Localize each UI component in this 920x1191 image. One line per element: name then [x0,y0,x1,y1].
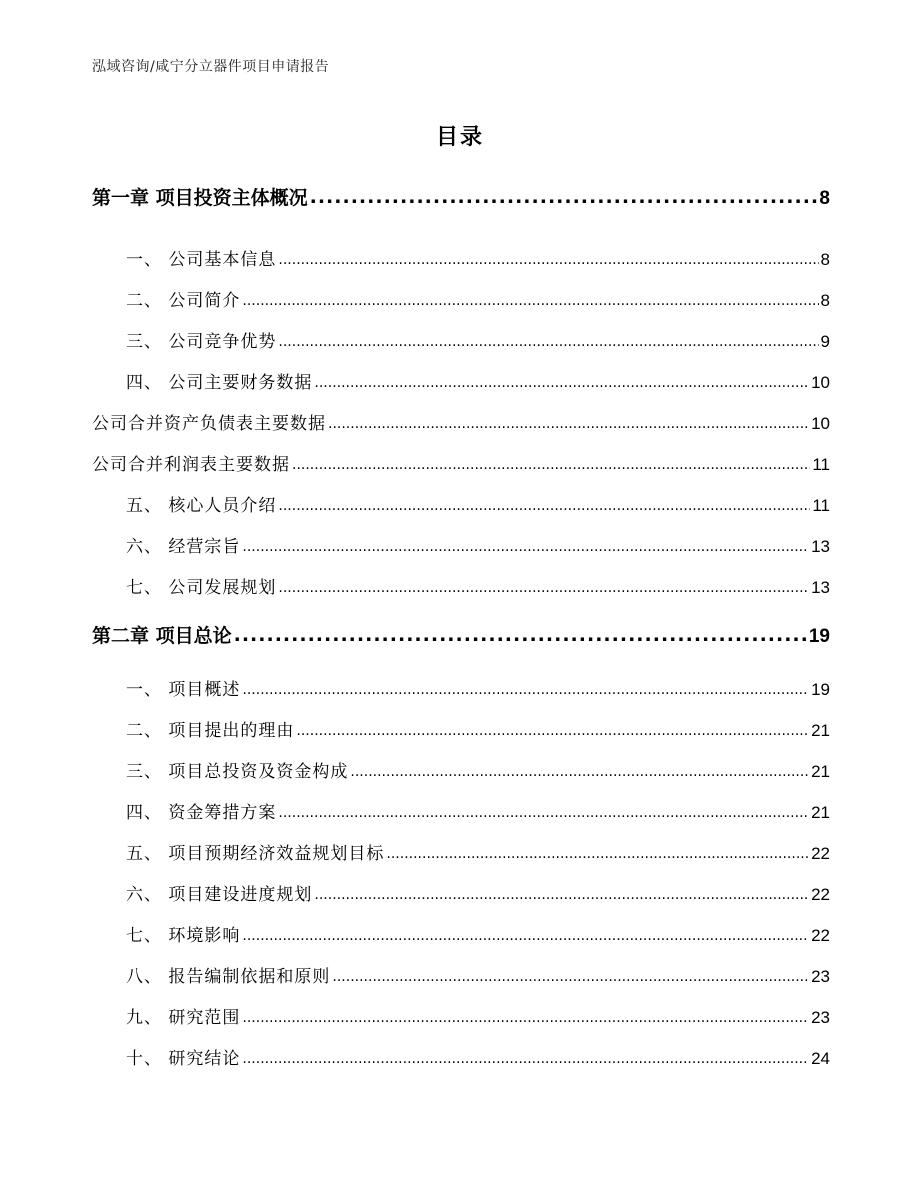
toc-section-entry[interactable] [92,1044,830,1070]
toc-entry-page: 8 [820,250,830,269]
toc-entry-page: 24 [811,1049,830,1068]
toc-dot-leader [242,1048,809,1068]
toc-dot-leader [242,290,818,310]
toc-entry-label: 八、 报告编制依据和原则 [126,967,331,987]
toc-entry-label: 三、 公司竞争优势 [126,332,277,352]
toc-entry-page: 11 [812,496,830,515]
toc-entry-label: 九、 研究范围 [126,1008,241,1028]
toc-dot-leader [278,331,818,351]
toc-entry-page: 21 [811,721,830,740]
toc-entry-page: 9 [820,332,830,351]
toc-dot-leader [328,413,809,433]
toc-entry-label: 二、 公司简介 [126,291,241,311]
toc-dot-leader [234,624,807,646]
toc-entry-label: 六、 项目建设进度规划 [126,885,313,905]
toc-entry-page: 8 [820,291,830,310]
toc-entry-label: 五、 项目预期经济效益规划目标 [126,844,385,864]
toc-section-entry[interactable] [92,409,830,435]
toc-dot-leader [310,186,818,208]
toc-entry-page: 19 [808,626,830,647]
toc-dot-leader [242,536,809,556]
toc-dot-leader [278,249,818,269]
header-rule [92,80,828,81]
toc-dot-leader [314,884,809,904]
toc-entry-label: 一、 项目概述 [126,680,241,700]
toc-section-entry[interactable] [92,573,830,599]
toc-section-entry[interactable] [92,491,830,517]
toc-dot-leader [278,495,810,515]
toc-entry-page: 23 [811,1008,830,1027]
running-header: 泓域咨询/咸宁分立器件项目申请报告 [92,59,330,75]
toc-entry-page: 22 [811,844,830,863]
toc-entry-page: 21 [811,762,830,781]
toc-entry-page: 19 [811,680,830,699]
toc-entry-label: 四、 资金筹措方案 [126,803,277,823]
toc-section-entry[interactable] [92,839,830,865]
toc-entry-label: 七、 公司发展规划 [126,578,277,598]
toc-section-entry[interactable] [92,286,830,312]
toc-section-entry[interactable] [92,1003,830,1029]
toc-entry-label: 五、 核心人员介绍 [126,496,277,516]
toc-entry-label: 一、 公司基本信息 [126,250,277,270]
toc-entry-page: 8 [819,188,830,209]
toc-entry-label: 四、 公司主要财务数据 [126,373,313,393]
toc-dot-leader [296,720,809,740]
toc-section-entry[interactable] [92,532,830,558]
toc-entry-label: 七、 环境影响 [126,926,241,946]
toc-section-entry[interactable] [92,327,830,353]
toc-section-entry[interactable] [92,675,830,701]
toc-dot-leader [278,577,809,597]
toc-section-entry[interactable] [92,245,830,271]
toc-dot-leader [332,966,809,986]
toc-entry-page: 22 [811,885,830,904]
toc-dot-leader [386,843,809,863]
toc-dot-leader [314,372,809,392]
toc-dot-leader [350,761,809,781]
toc-entry-page: 13 [811,578,830,597]
toc-entry-label: 二、 项目提出的理由 [126,721,295,741]
toc-dot-leader [242,679,809,699]
toc-entry-label: 公司合并资产负债表主要数据 [92,414,326,434]
toc-entry-page: 11 [812,455,830,474]
toc-entry-page: 22 [811,926,830,945]
toc-section-entry[interactable] [92,368,830,394]
toc-title: 目录 [435,125,484,150]
toc-chapter-entry[interactable] [92,621,830,651]
toc-section-entry[interactable] [92,450,830,476]
toc-dot-leader [242,1007,809,1027]
toc-dot-leader [242,925,809,945]
toc-section-entry[interactable] [92,921,830,947]
toc-section-entry[interactable] [92,757,830,783]
toc-section-entry[interactable] [92,880,830,906]
toc-dot-leader [292,454,810,474]
toc-entry-label: 三、 项目总投资及资金构成 [126,762,349,782]
toc-entry-label: 第一章 项目投资主体概况 [92,187,308,209]
toc-dot-leader [278,802,809,822]
toc-section-entry[interactable] [92,962,830,988]
toc-entry-page: 23 [811,967,830,986]
toc-entry-page: 21 [811,803,830,822]
toc-entry-label: 十、 研究结论 [126,1049,241,1069]
toc-entry-page: 10 [811,414,830,433]
toc-entry-label: 公司合并利润表主要数据 [92,455,290,475]
toc-entry-page: 13 [811,537,830,556]
toc-section-entry[interactable] [92,798,830,824]
toc-entry-page: 10 [811,373,830,392]
toc-entry-label: 六、 经营宗旨 [126,537,241,557]
toc-section-entry[interactable] [92,716,830,742]
toc-entry-label: 第二章 项目总论 [92,625,232,647]
toc-chapter-entry[interactable] [92,183,830,213]
